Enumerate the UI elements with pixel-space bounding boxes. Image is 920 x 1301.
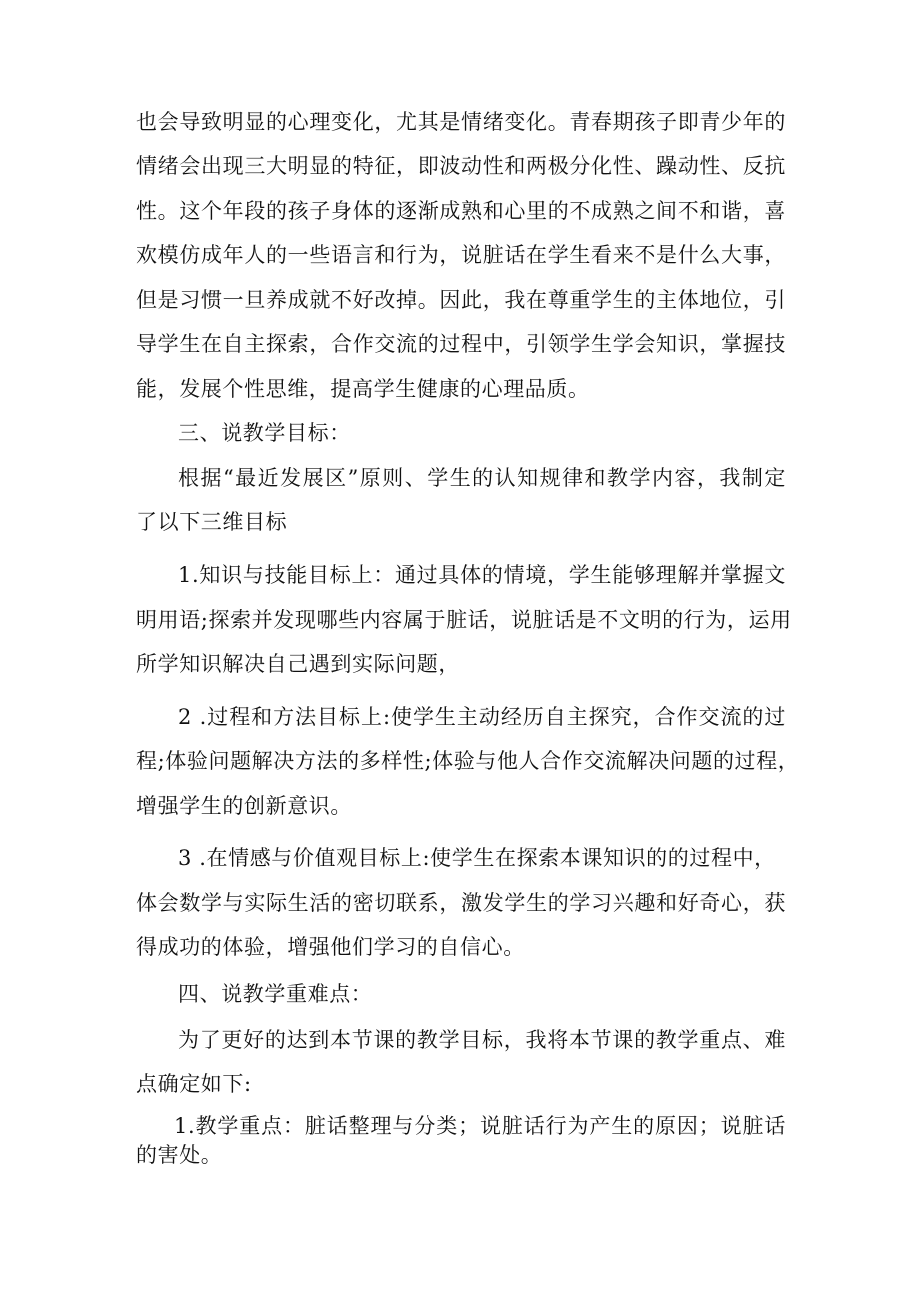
list-item-line: 程;体验问题解决方法的多样性;体验与他人合作交流解决问题的过程， — [136, 749, 800, 773]
list-item-line: 1.知识与技能目标上：通过具体的情境，学生能够理解并掌握文 — [178, 563, 786, 587]
paragraph-line: 能，发展个性思维，提高学生健康的心理品质。 — [136, 377, 590, 401]
list-item-line: 所学知识解决自己遇到实际问题， — [136, 652, 460, 676]
list-item-line: 3 .在情感与价值观目标上:使学生在探索本课知识的的过程中， — [178, 846, 776, 870]
paragraph-line: 但是习惯一旦养成就不好改掉。因此，我在尊重学生的主体地位，引 — [136, 288, 786, 312]
paragraph-line: 欢模仿成年人的一些语言和行为，说脏话在学生看来不是什么大事， — [136, 243, 786, 267]
list-item-line: 的害处。 — [136, 1143, 223, 1167]
paragraph-line: 性。这个年段的孩子身体的逐渐成熟和心里的不成熟之间不和谐，喜 — [136, 199, 786, 223]
paragraph-line: 情绪会出现三大明显的特征，即波动性和两极分化性、躁动性、反抗 — [136, 154, 786, 178]
paragraph-line: 也会导致明显的心理变化，尤其是情绪变化。青春期孩子即青少年的 — [136, 110, 786, 134]
list-item-line: 2 .过程和方法目标上:使学生主动经历自主探究，合作交流的过 — [178, 705, 786, 729]
list-item-line: 1.教学重点：脏话整理与分类；说脏话行为产生的原因；说脏话 — [174, 1114, 786, 1138]
list-item-line: 体会数学与实际生活的密切联系，激发学生的学习兴趣和好奇心，获 — [136, 891, 786, 915]
paragraph-line: 为了更好的达到本节课的教学目标，我将本节课的教学重点、难 — [178, 1028, 786, 1052]
section-heading: 三、说教学目标： — [178, 421, 351, 445]
paragraph-line: 导学生在自主探索，合作交流的过程中，引领学生学会知识，掌握技 — [136, 332, 786, 356]
paragraph-line: 根据“最近发展区”原则、学生的认知规律和教学内容，我制定 — [178, 466, 786, 490]
list-item-line: 明用语;探索并发现哪些内容属于脏话，说脏话是不文明的行为，运用 — [136, 608, 792, 632]
paragraph-line: 点确定如下: — [136, 1072, 252, 1096]
section-heading: 四、说教学重难点： — [178, 982, 373, 1006]
paragraph-line: 了以下三维目标 — [136, 510, 288, 534]
list-item-line: 得成功的体验，增强他们学习的自信心。 — [136, 935, 525, 959]
list-item-line: 增强学生的创新意识。 — [136, 794, 352, 818]
